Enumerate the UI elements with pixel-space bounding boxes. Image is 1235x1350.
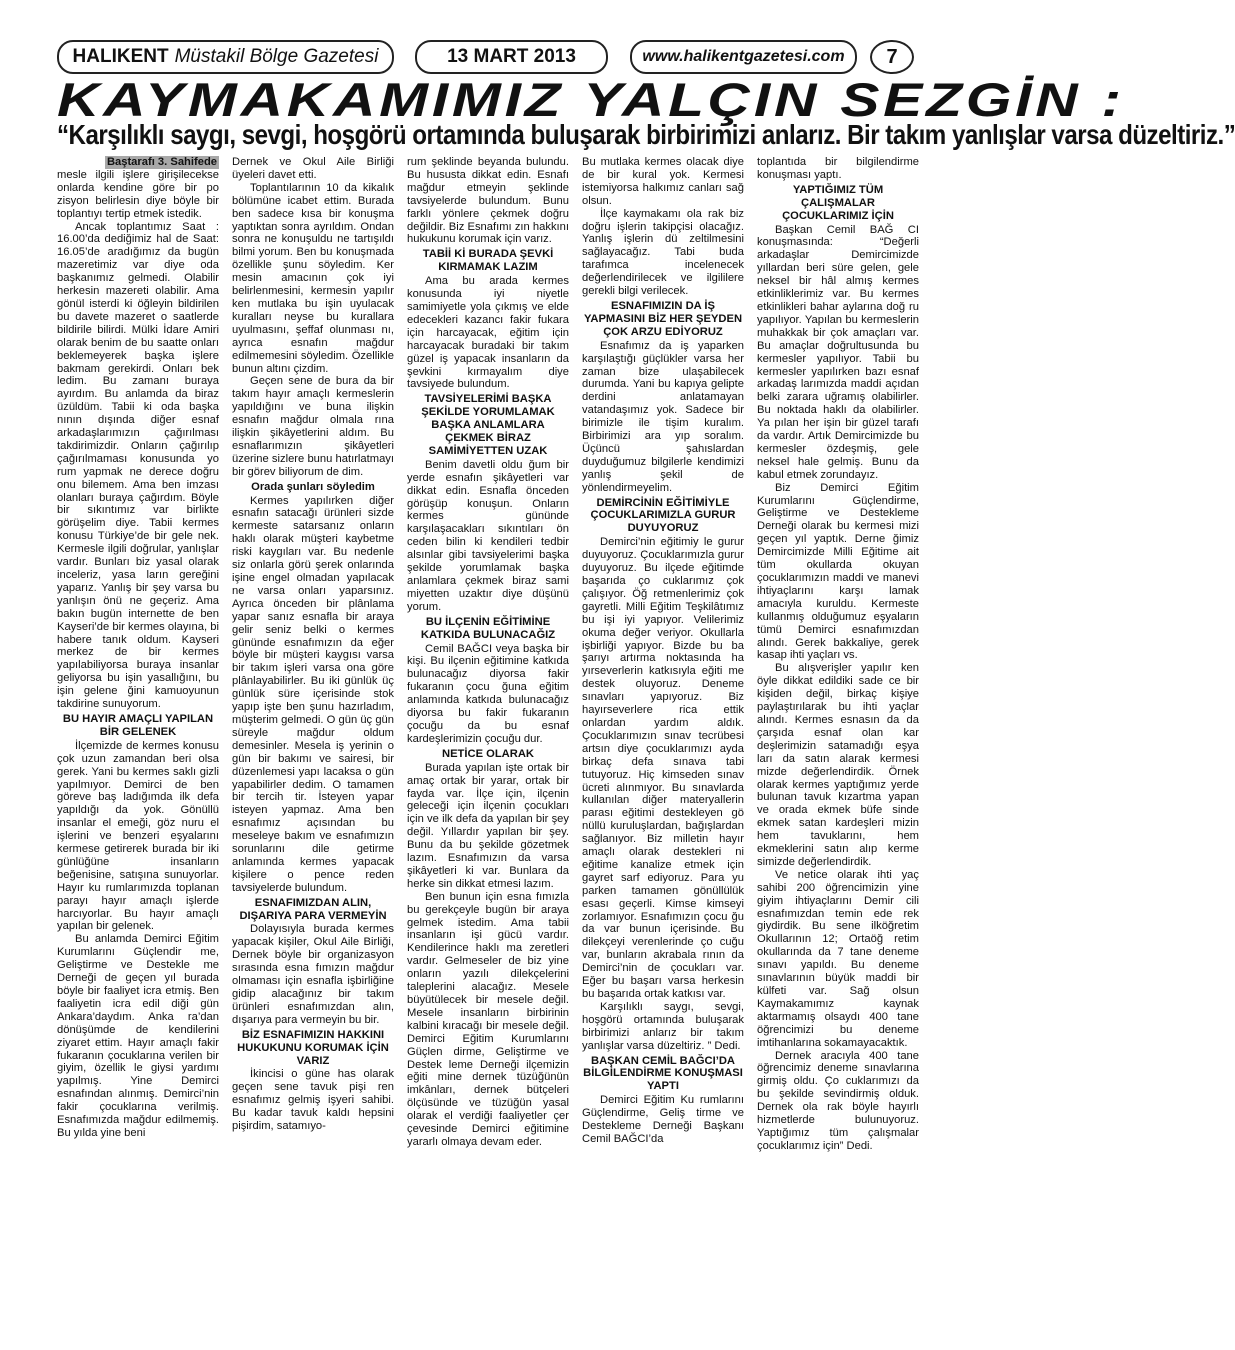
masthead-paper-name <box>57 40 394 74</box>
article-paragraph: İlçe kaymakamı ola rak biz doğru işlerin takipçisi olacağız. Yanlış işlerin dü zeltilmesini sağlayacağız. Tabi buda tarafımca incelenecek değerlendirilecek ve ilgililere gerekli bilgi verilecek. <box>582 207 744 298</box>
article-paragraph: Biz Demirci Eğitim Kurumlarını Güçlendirme, Geliştirme ve Destekleme Derneği olarak bu kermesi mizi geçen yıl yaptık. Derne ğimiz Demircimizde Milli Eğitime ait tüm okullarda okuyan çocuklarımızın maddi ve manevi ihtiyaçlarını karşı lamak amacıyla kuruldu. Kermeste kullanmış olduğumuz eşyaların tümü Demirci esnafımızdan alındı. Gerek bakkaliye, gerek kasap ihti yaçları vs. <box>757 481 919 662</box>
article-subheading: TAVSİYELERİMİ BAŞKA ŞEKİLDE YORUMLAMAK BAŞKA ANLAMLARA ÇEKMEK BİRAZ SAMİMİYETTEN UZAK <box>421 393 555 457</box>
paper-tagline: Müstakil Bölge Gazetesi <box>174 46 379 67</box>
paper-name: HALIKENT <box>72 46 169 67</box>
article-column <box>57 156 219 1326</box>
article-paragraph: Başkan Cemil BAĞ CI konuşmasında: “Değerli arkadaşlar Demircimizde yıllardan beri süre gelen, gele neksel bir hâl almış kermes etkinliklerimiz var. Bu kermes etkinlikleri bahar aylarına doğ ru yapılıyor. Yapılan bu kermeslerin muhakkak bir çok amaçları var. Bu amaçlar doğrultusunda bu kermesler yapılıyor. Tabii bu kermesler yapılırken bazı esnaf arkadaş larımızda maddi açıdan belki zarara uğramış olabilirler. Bu noktada haklı da olabilirler. Ya pılan her işin bir güzel tarafı da vardır. Artık Demircimizde bu kermesler özdeşmiş, gele neksel hale gelmiş. Bunu da kabul etmek zorundayız. <box>757 223 919 481</box>
article-paragraph: Dernek ve Okul Aile Birliği üyeleri davet etti. <box>232 156 394 181</box>
article-paragraph: Bu alışverişler yapılır ken öyle dikkat edildiki sade ce bir kişiden değil, birkaç kişiye paylaştırılarak bu ihti yaçlar alındı. Kermes esnasın da da çarşıda esnaf olan kar deşlerimizin satamadığı eşya ları da satın alarak kermesi mizde değerlendirdik. Örnek olarak kermes yaptığımız yerde bulunan tavuk kızartma yapan ve orada ekmek büfe sinde ekmek satan kardeşleri mizin hem tavuklarını, hem ekmeklerini satın alıp kerme simizde değerlendirdik. <box>757 662 919 868</box>
subheadline: “Karşılıklı saygı, sevgi, hoşgörü ortamında buluşarak birbirimizi anlarız. Bir takım yanlışlar varsa düzeltiriz.” <box>57 119 1235 150</box>
article-paragraph: Dolayısıyla burada kermes yapacak kişiler, Okul Aile Birliği, Dernek böyle bir organizasyon sırasında esna fımızın mağdur olmaması için esnafla işbirliğine gidip alacağınız bir takım ürünleri esnafımızdan alın, dışarıya para vermeyin bu bir. <box>232 923 394 1026</box>
article-subheading: BAŞKAN CEMİL BAĞCI’DA BİLGİLENDİRME KONUŞMASI YAPTI <box>583 1054 743 1093</box>
article-paragraph: Burada yapılan işte ortak bir amaç ortak bir yarar, ortak bir fayda var. İlçe için, ilçenin geleceği için ilçenin çocukları için ve ilk defa da yapılan bir şey değil. Yıllardır yapılan bir şey. Bunu da bu şekilde gözetmek lazım. Esnafımızın da varsa şikâyetleri ki var. Bunlara da herke sin dikkat etmesi lazım. <box>407 761 569 890</box>
article-subheading: TABİİ Kİ BURADA ŞEVKİ KIRMAMAK LAZIM <box>422 248 554 274</box>
article-paragraph: Ve netice olarak ihti yaç sahibi 200 öğrencimizin yine giyim ihtiyaçlarını Demir cili esnafımızdan temin ede rek giydirdik. Bu sene ilköğretim Okullarının 12; Ortaöğ retim okullarında da 7 tane deneme sınavı yapıldı. Bu deneme sınavlarının büyük maddi bir külfeti var. Sağ olsun Kaymakamımız kaynak aktarmamış olsaydı 400 tane öğrencimizi bu deneme imtihanlarına sokamayacaktık. <box>757 868 919 1049</box>
article-paragraph: rum şeklinde beyanda bulundu. Bu hususta dikkat edin. Esnafı mağdur etmeyin şeklinde tavsiyelerde bulundum. Bunu farklı yönlere çekmek doğru değildir. Biz Esnafımı zın hakkını hukukunu korumak için varız. <box>407 156 569 246</box>
masthead-website: www.halikentgazetesi.com <box>630 40 857 74</box>
article-column <box>582 156 744 1326</box>
article-paragraph: Toplantılarının 10 da kikalık bölümüne icabet ettim. Burada ben sadece kısa bir konuşma yaptıktan sonra ayrıldım. Ondan sonra ne konuşuldu ne tartışıldı bilmi yorum. Ben bu konuşmada özellikle şunu söyledim. Ker mesin amacının çok iyi belirlenmesini, kermesin yapılır ken mutlaka bu işin uyulacak kuralları neyse bu kurallara uyulmasını, şeffaf olunması nı, ayrıca esnafın mağdur edilmemesini söyledim. Özellikle bunun altını çizdim. <box>232 181 394 375</box>
article-paragraph: toplantıda bir bilgilendirme konuşması yaptı. <box>757 156 919 181</box>
page-number: 7 <box>870 40 914 74</box>
article-paragraph: Dernek aracıyla 400 tane öğrencimiz deneme sınavlarına girmiş oldu. Ço cuklarımızı da bu şekilde sevindirmiş olduk. Dernek ola rak böyle hayırlı hizmetlerde bulunuyoruz. Yaptığımız tüm çalışmalar çocuklarımız için” Dedi. <box>757 1049 919 1152</box>
article-paragraph: İkincisi o güne has olarak geçen sene tavuk pişi ren esnafımız gelmiş işyeri sahibi. Bu kadar tavuk kaldı hepsini pişirdim, satamıyo- <box>232 1068 394 1133</box>
article-column <box>232 156 394 1326</box>
article-paragraph: Geçen sene de bura da bir takım hayır amaçlı kermeslerin yapıldığını ve buna ilişkin esnafın mağdur olmala rına ilişkin şikâyetlerini aldım. Bu esnaflarımızın şikâyetleri üzerine sizlere bunu hatırlatmayı bir görev biliyorum de dim. <box>232 375 394 478</box>
article-subheading: ESNAFIMIZDAN ALIN, DIŞARIYA PARA VERMEYİN <box>239 896 387 922</box>
article-columns <box>57 156 919 1326</box>
article-paragraph: Ancak toplantımız Saat : 16.00’da dediğimiz hal de Saat: 16.05’de aradığımız da bugün mazeretimiz var diye oda başkanımız gelmedi. Olabilir herkesin mazereti olabilir. Ama gönül isterdi ki öğleyin bildirilen bu davete mazeret o saatlerde bildirile bilirdi. Mülki İdare Amiri olarak benim de bu saatte onları beklemeyerek başka işlere bakmam gerekirdi. Onları bek ledim. Bu zamanı buraya ayırdım. Bu anlamda da biraz üzüldüm. Tabii ki oda başka nının dışında diğer esnaf arkadaşlarımızın çağırılması takdirimizdir. Onların çağırılıp çağırılmaması konusunda yo rum yapmak ne derece doğru onu bilemem. Ama ben imzası olanları buraya çağırdım. Böyle bir sıkıntımız var birlikte görüşelim diye. Tabii kermes konusu Türkiye’de bir gele nek. Kermesle ilgili doğrular, yanlışlar vardır. Bunları biz yasal olarak inceleriz, yasa ların gereğini yaparız. Yanlış bir şey varsa bu yanlışın önü ne geçeriz. Ama bakın bugün internette de ben Kayseri’de bir kermes olayına, bi habere tanık oldum. Kayseri merkez de bir kermes yapılabiliyorsa buraya insanlar geliyorsa bu işin yasallığını, bu işin gelene ğini kamuoyunun takdirine sunuyorum. <box>57 220 219 711</box>
article-subheading: BU HAYIR AMAÇLI YAPILAN BİR GELENEK <box>62 712 214 738</box>
article-paragraph: Bu mutlaka kermes olacak diye de bir kural yok. Kermesi istemiyorsa halkımız canları sağ olsun. <box>582 156 744 207</box>
headline: KAYMAKAMIMIZ YALÇIN SEZGİN : <box>57 73 1125 126</box>
article-paragraph: Esnafımız da iş yaparken karşılaştığı güçlükler varsa her zaman bize ulaşabilecek durumda. Yani bu kapıya gelipte derdini anlatamayan vatandaşımız yok. Sadece bir birimizle ile tişim kuralım. Birbirimizi ara yıp soralım. Üçüncü şahıslardan duyduğumuz bilgilerle kendimizi yanlış şekil de yönlendirmeyelim. <box>582 339 744 494</box>
article-paragraph: Benim davetli oldu ğum bir yerde esnafın şikâyetleri var dikkat edin. Esnafla önceden görüşüp konuşun. Onların kermes gününde karşılaşacakları sıkıntıları ön ceden bilin ki kendileri tedbir alsınlar gibi tavsiyelerimi başka şekilde yorumlamak başka anlamlara çekmek biraz sami miyetten uzaktır diye düşünü yorum. <box>407 458 569 613</box>
article-subheading: BİZ ESNAFIMIZIN HAKKINI HUKUKUNU KORUMAK İÇİN VARIZ <box>237 1028 389 1067</box>
article-paragraph: Bu anlamda Demirci Eğitim Kurumlarını Güçlendir me, Geliştirme ve Destekle me Derneği de geçen yıl burada böyle bir faaliyet icra etmiş. Ben faaliyetin icra edil diği gün Ankara’daydım. Anka ra’dan dönüşümde de kendilerini ziyaret ettim. Hayır amaçlı fakir fukaranın çocuklarına verilen bir giyim, özellik le giysi yardımı yapılmış. Yine Demirci esnafından alınmış. Demirci’nin fakir çocuklarına verilmiş. Esnafımızda mağdur edilmemiş. Bu yılda yine beni <box>57 933 219 1139</box>
masthead-date: 13 MART 2013 <box>415 40 608 74</box>
continued-from-label: Baştarafı 3. Sahifede <box>106 156 217 168</box>
article-paragraph: mesle ilgili işlere girişilecekse onlarda kendine göre bir po zisyon belirlesin diye böyle bir toplantıyı tertip etmek istedik. <box>57 168 219 220</box>
article-paragraph: Karşılıklı saygı, sevgi, hoşgörü ortamında buluşarak birbirimizi anlarız bir takım yanlışlar varsa düzeltiriz. ” Dedi. <box>582 1000 744 1052</box>
article-subheading: NETİCE OLARAK <box>442 747 534 760</box>
article-subheading: YAPTIĞIMIZ TÜM ÇALIŞMALAR ÇOCUKLARIMIZ İÇİN <box>782 183 894 222</box>
article-paragraph: Cemil BAĞCI veya başka bir kişi. Bu ilçenin eğitimine katkıda bulunacağız diyorsa fakir fukaranın çocu ğuna eğitim anlamında katkıda bulunacağız diyorsa bu fakir fukaranın çocuğu da bu esnaf kardeşlerimizin çocuğu dur. <box>407 642 569 745</box>
article-paragraph: İlçemizde de kermes konusu çok uzun zamandan beri olsa gerek. Yani bu kermes saklı gizli yapılmıyor. Demirci de ben göreve baş ladığımda ilk defa yapıldığı da yok. Gönüllü insanlar el emeği, göz nuru el işlerini ve benzeri eşyalarını kermese getirerek burada bir iki günlüğüne insanların beğenisine, satışına sunuyorlar. Hayır ku rumlarımızda toplanan parayı hayır amaçlı işlerde harcıyorlar. Bu hayır amaçlı yapılan bir gelenek. <box>57 739 219 933</box>
article-column <box>407 156 569 1326</box>
article-paragraph: Kermes yapılırken diğer esnafın satacağı ürünleri sizde kermeste satarsanız onların haklı olarak müşteri kaybetme riski kaygıları var. Bu nedenle siz onlarla görü şerek onlarında işine engel olmadan yapılacak ne varsa onları yaparsınız. Ayrıca önceden bir plânlama yapar sanız esnafla bir araya gelir seniz belki o kermes gününde esnafımızın da eğer böyle bir müşteri kaygısı varsa bir takım işleri varsa ona göre plânlayabilirler. Bu iki günlük üç günlük süre içerisinde stok yapıp işte ben şunu hazırladım, müşterim gelmedi. O gün üç gün süreyle mağdur oldum demesinler. Mesela iş yerinin o gün bir bakımı ve sairesi, bir düzenlemesi yapı lacaksa o gün yapabilirler dedim. O tamamen bir tercih tir. İsteyen yapar isteyen yapmaz. Ama ben esnafımız açısından bu meseleye bakım ve esnafımızın sorunlarını dile getirme anlamında kermes yapacak kişilere o pence reden tavsiyelerde bulundum. <box>232 494 394 894</box>
article-paragraph: Demirci’nin eğitimiy le gurur duyuyoruz. Çocuklarımızla gurur duyuyoruz. Bu ilçede eğitimde başarıda ço cuklarımız çok çalışıyor. Öğ retmenlerimiz çok gayretli. Milli Eğitim Teşkilâtımız bu işi iyi yapıyor. Velilerimiz okuma değer veriyor. Okullarla işbirliği yapıyor. Bizde bu ba şarıyı artırma noktasında ha yırseverlerin katkısıyla eğiti me destek oluyoruz. Deneme sınavları yapıyoruz. Biz hayırseverlere rica ettik onlardan yardım aldık. Çocuklarımızın sınav tecrübesi artsın diye çocuklarımızı ayda birkaç defa sınava tabi tutuyoruz. Hiç kimseden sınav ücreti alınmıyor. Bu sınavlarda kullanılan diğer materyallerin parası eğitimi destekleyen gö nüllü kuruluşlardan, bağışlardan sağlanıyor. Biz milletin hayır amaçlı olarak destekleri ni eğitime kanalize etmek için gayret sarf ediyoruz. Para yu parken tamamen gönüllülük esası geçerli. Kimse kimseyi zorlamıyor. Esnafımızın çocu ğu da var bunun içerisinde. Bu dilekçeyi verenlerinde ço cuğu var, bunların akrabala rının da Demirci’nin de çocukları var. Eğer bu başarı varsa herkesin bu başarıda ortak katkısı var. <box>582 536 744 1000</box>
article-paragraph: Ama bu arada kermes konusunda iyi niyetle samimiyetle yola çıkmış ve elde edecekleri kazancı fakir fukara için harcayacak, eğitim için harcayacak buradaki bir takım güzel iş yapacak insanların da şevkini kırmayalım diye tavsiyede bulundum. <box>407 275 569 391</box>
article-subheading: BU İLÇENİN EĞİTİMİNE KATKIDA BULUNACAĞIZ <box>420 615 556 641</box>
article-paragraph: Ben bunun için esna fımızla bu gerekçeyle bugün bir araya gelmek istedim. Ama tabii insanların işi gücü vardır. Kendilerince haklı ma zeretleri vardır. Gelmeseler de biz yine onların yazılı dilekçelerini taleplerini alacağız. Mesele büyütülecek bir mesele değil. Mesele insanların birbirinin kalbini kıracağı bir mesele değil. Demirci Eğitim Kurumlarını Güçlen dirme, Geliştirme ve Destek leme Derneği ilçemizin eğiti mine dernek tüzüğünün imkânları, dernek bütçeleri ölçüsünde ve tüzüğün yasal olarak el verdiği faaliyetler çer çevesinde Demirci eğitimine yararlı olmaya devam eder. <box>407 890 569 1148</box>
article-column <box>757 156 919 1326</box>
article-paragraph: Demirci Eğitim Ku rumlarını Güçlendirme, Geliş tirme ve Destekleme Derneği Başkanı Cemil BAĞCI’da <box>582 1094 744 1145</box>
article-subheading: DEMİRCİNİN EĞİTİMİYLE ÇOCUKLARIMIZLA GURUR DUYUYORUZ <box>590 496 736 535</box>
article-subheading: ESNAFIMIZIN DA İŞ YAPMASINI BİZ HER ŞEYDEN ÇOK ARZU EDİYORUZ <box>583 299 743 338</box>
article-subheading: Orada şunları söyledim <box>251 480 375 493</box>
